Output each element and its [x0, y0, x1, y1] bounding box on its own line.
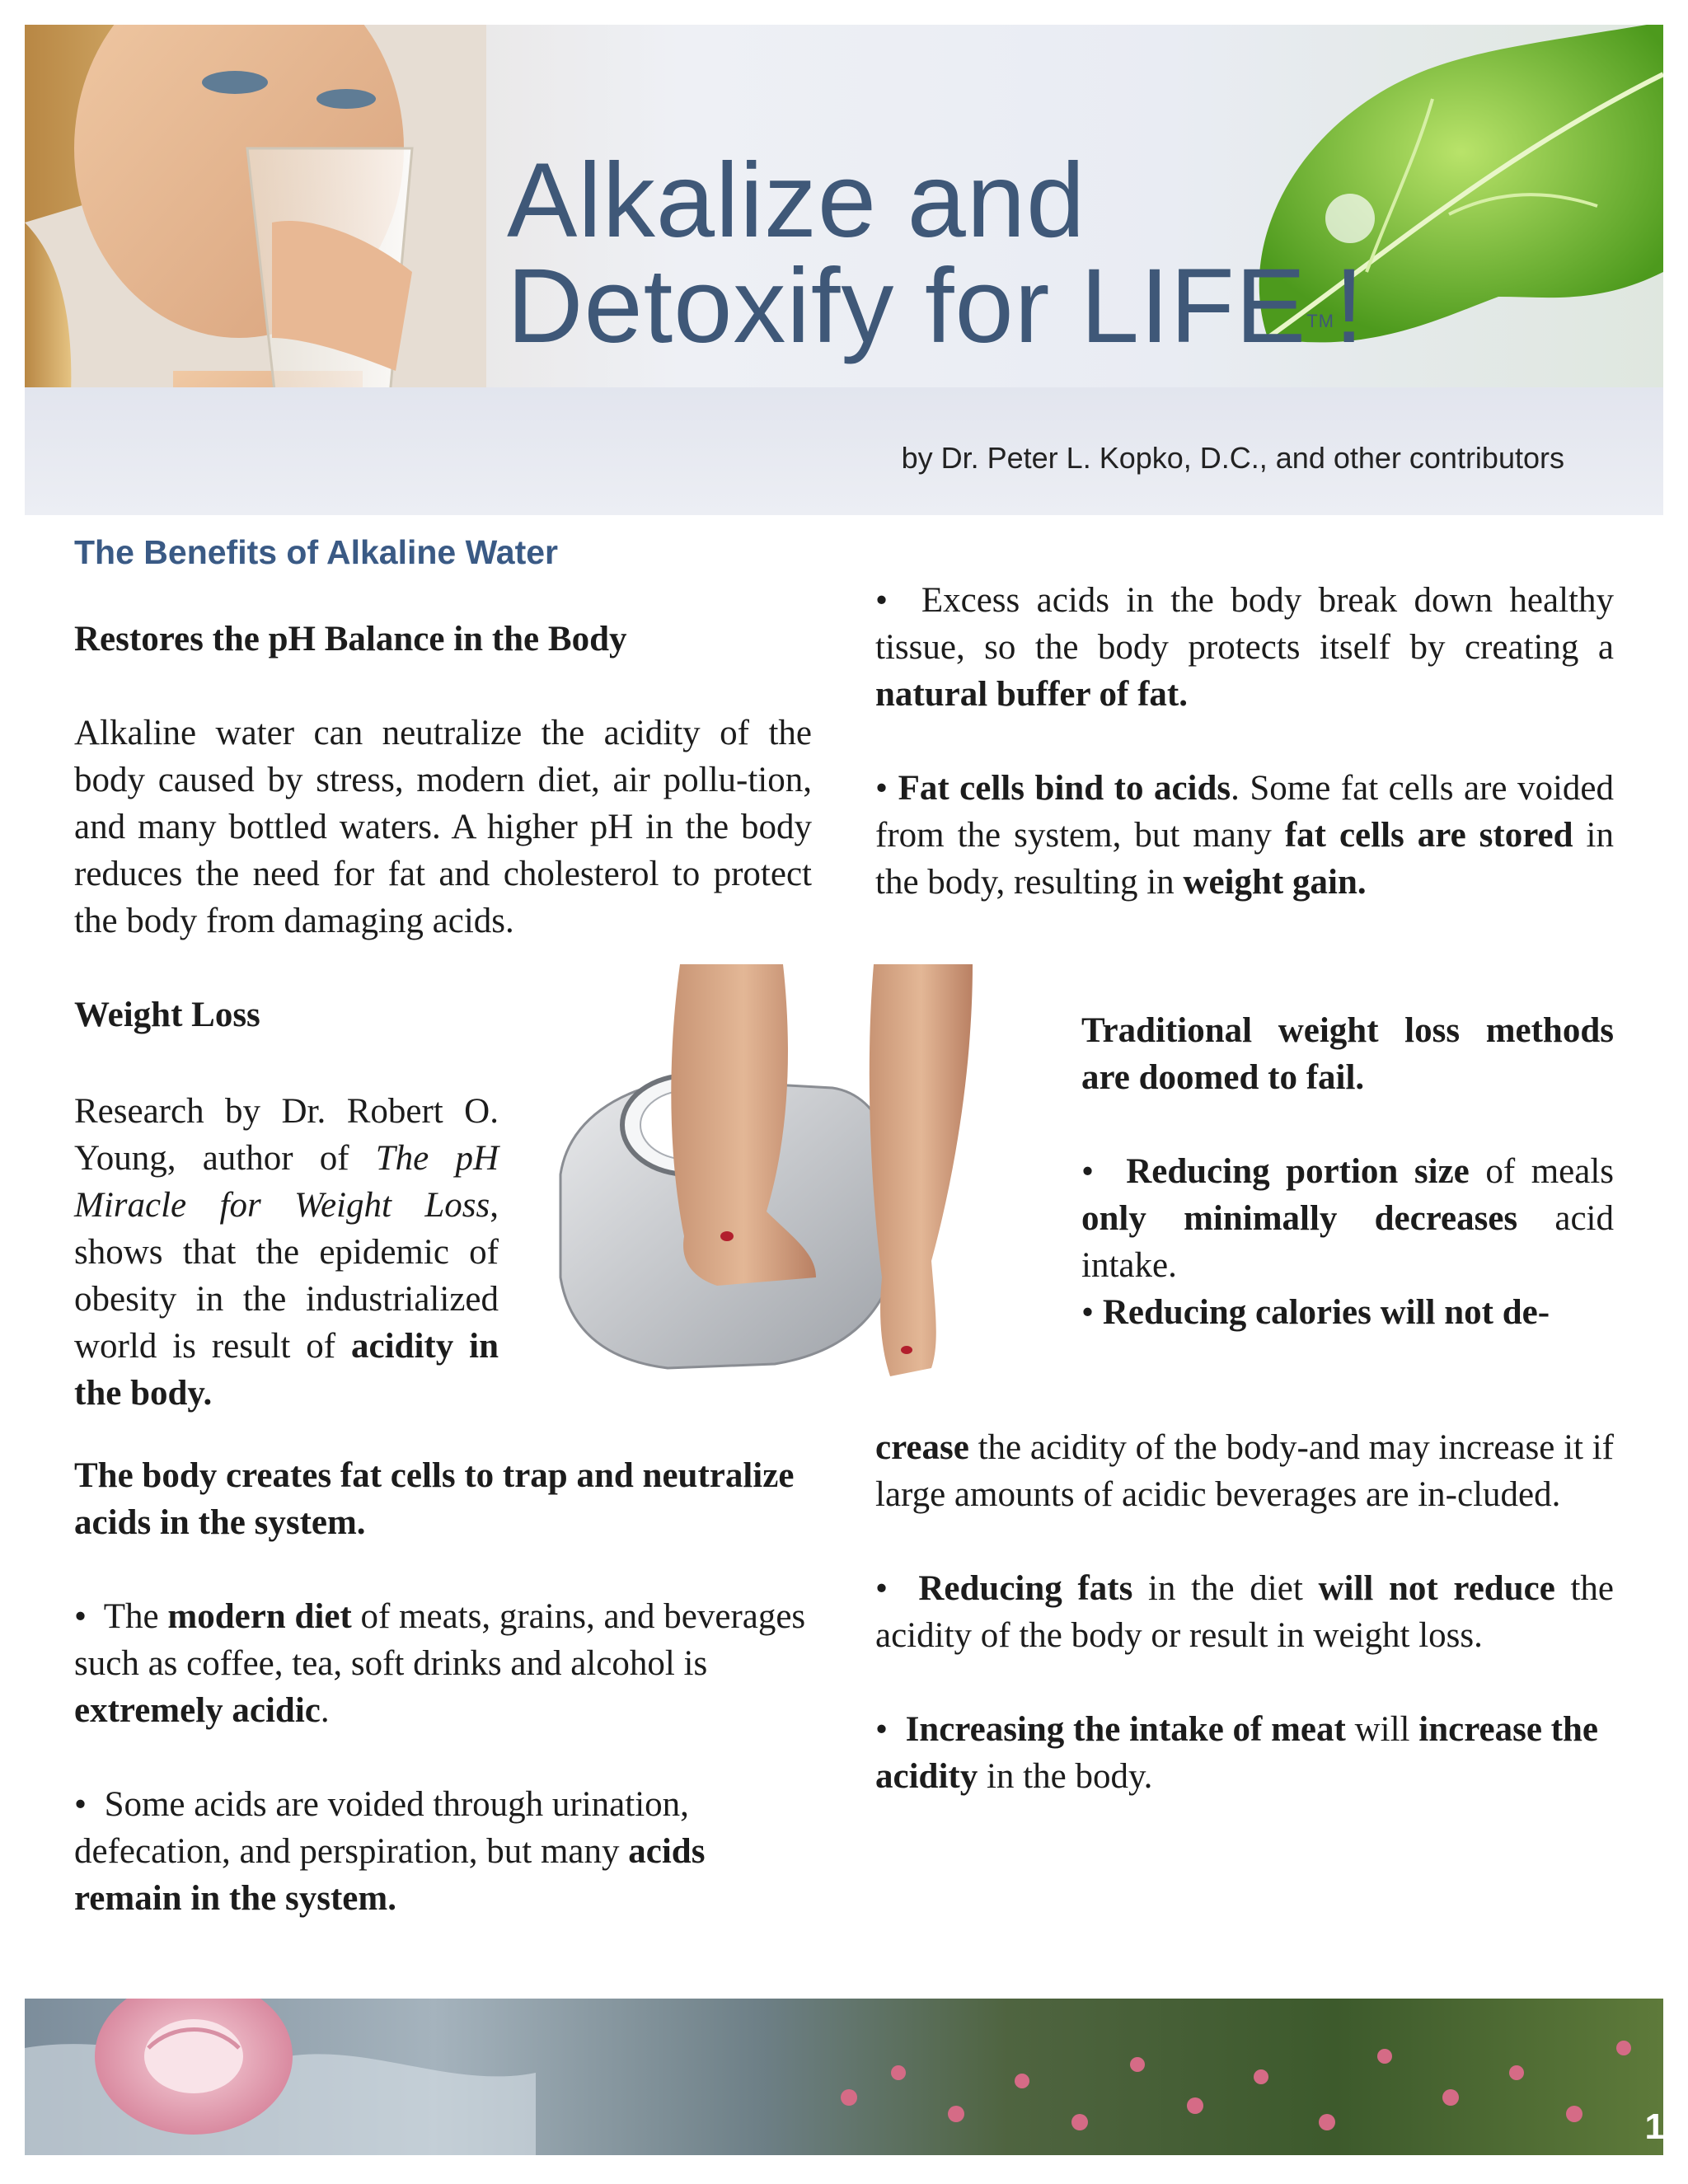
title-line-1: Alkalize and: [507, 142, 1086, 260]
bullet-meat: • Increasing the intake of meat will increase the acidity in the body.: [875, 1710, 1598, 1796]
paragraph-calories-cont: crease the acidity of the body-and may increase it if large amounts of acidic beverages are in-cluded.: [875, 1428, 1614, 1514]
bullet-acids-remain: • Some acids are voided through urination, defecation, and perspiration, but many acids remain in the system.: [74, 1785, 706, 1918]
section-title: The Benefits of Alkaline Water: [74, 533, 559, 571]
trademark-mark: TM: [1306, 311, 1334, 331]
right-column-bottom: [875, 1424, 1614, 1800]
bathroom-scale-image: [544, 964, 1022, 1397]
page-title: [507, 142, 1365, 365]
bullet-fat-cells: • Fat cells bind to acids. Some fat cells are voided from the system, but many fat cells are stored in the body, resulting in weight gain.: [875, 769, 1615, 902]
title-line-2: Detoxify for LIFE: [507, 247, 1307, 365]
paragraph-research: Research by Dr. Robert O. Young, author of The pH Miracle for Weight Loss, shows that the epidemic of obesity in the industrialized world is result of acidity in the body.: [74, 1092, 499, 1413]
right-column-top: [875, 577, 1614, 906]
fat-heading: The body creates fat cells to trap and neutralize acids in the system.: [74, 1456, 795, 1542]
footer-banner: [25, 1999, 1663, 2155]
traditional-heading: Traditional weight loss methods are doomed to fail.: [1081, 1011, 1614, 1097]
left-column-research: [74, 1088, 499, 1417]
footer-flowers-image: [25, 1999, 1663, 2155]
byline: by Dr. Peter L. Kopko, D.C., and other contributors: [901, 441, 1564, 475]
title-exclaim: !: [1334, 247, 1365, 365]
header-banner: [25, 25, 1663, 515]
page-number: 1: [1644, 2107, 1665, 2147]
bullet-modern-diet: • The modern diet of meats, grains, and beverages such as coffee, tea, soft drinks and alcohol is extremely acidic.: [74, 1597, 806, 1730]
left-column-top: [74, 532, 812, 1038]
subheading-ph: Restores the pH Balance in the Body: [74, 620, 627, 658]
book-title: The pH Miracle for Weight Loss: [74, 1139, 499, 1225]
bullet-excess-acids: • Excess acids in the body break down healthy tissue, so the body protects itself by creating a natural buffer of fat.: [875, 581, 1614, 714]
subheading-weight-loss: Weight Loss: [74, 996, 260, 1034]
paragraph-ph: Alkaline water can neutralize the acidity of the body caused by stress, modern diet, air pollu-tion, and many bottled waters. A higher pH in the body reduces the need for fat and cholesterol to protect the body from damaging acids.: [74, 714, 812, 940]
left-column-bottom: [74, 1452, 812, 1922]
right-column-traditional: [1081, 1007, 1614, 1336]
bullet-reducing-fats: • Reducing fats in the diet will not reduce the acidity of the body or result in weight loss.: [875, 1569, 1614, 1655]
bullet-calories: • Reducing calories will not de-: [1081, 1293, 1550, 1332]
bullet-portion-size: • Reducing portion size of meals only minimally decreases acid intake.: [1081, 1152, 1615, 1285]
